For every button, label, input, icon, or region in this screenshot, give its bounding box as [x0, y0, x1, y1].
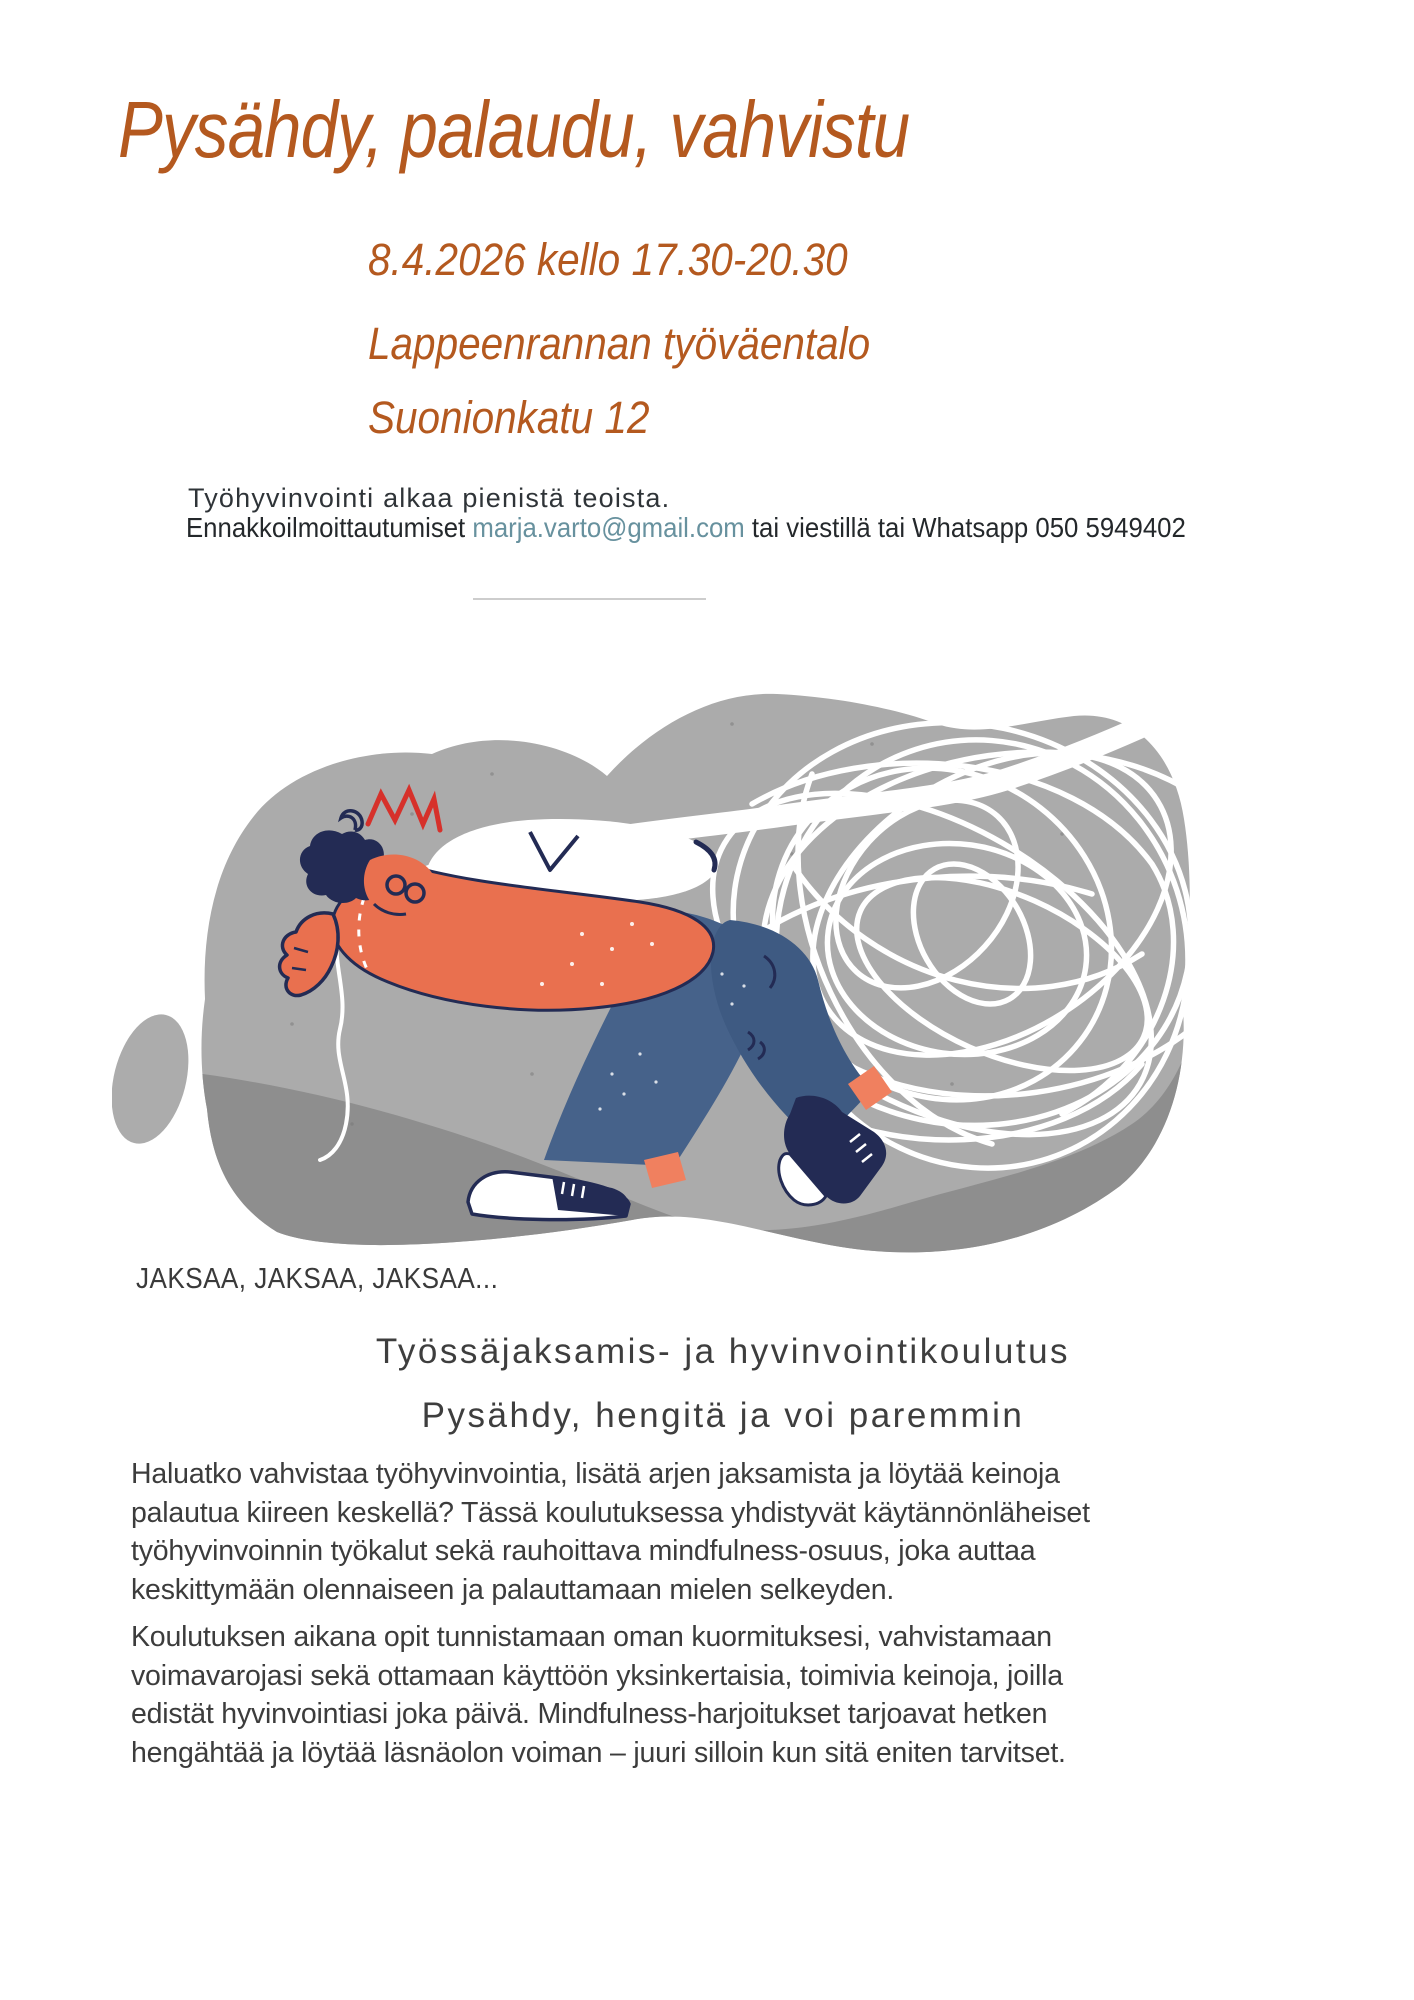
paragraph-line: hengähtää ja löytää läsnäolon voiman – juuri silloin kun sitä eniten tarvitset.	[131, 1736, 1066, 1769]
registration-email-link[interactable]: marja.varto@gmail.com	[472, 512, 745, 543]
paragraph-line: palautua kiireen keskellä? Tässä koulutuksessa yhdistyvät käytännönläheiset	[131, 1496, 1090, 1529]
paragraph-line: Koulutuksen aikana opit tunnistamaan oman kuormituksesi, vahvistamaan	[131, 1621, 1052, 1653]
event-address: Suonionkatu 12	[368, 392, 650, 443]
illustration-stressed-person	[112, 604, 1202, 1254]
tagline: Työhyvinvointi alkaa pienistä teoista.	[188, 483, 671, 513]
small-gray-blob	[112, 1006, 201, 1151]
registration-line	[186, 512, 1186, 544]
event-datetime: 8.4.2026 kello 17.30-20.30	[368, 234, 848, 285]
body-paragraph-1	[131, 1455, 1090, 1609]
paragraph-line: keskittymään olennaiseen ja palauttamaan mielen selkeyden.	[131, 1573, 895, 1606]
body-paragraph-2	[131, 1618, 1066, 1772]
event-venue: Lappeenrannan työväentalo	[368, 318, 871, 369]
shout-line: JAKSAA, JAKSAA, JAKSAA...	[136, 1263, 499, 1295]
paragraph-line: edistät hyvinvointiasi joka päivä. Mindfulness-harjoitukset tarjoavat hetken	[131, 1698, 1048, 1731]
course-subheading: Pysähdy, hengitä ja voi paremmin	[421, 1396, 1025, 1435]
paragraph-line: työhyvinvoinnin työkalut sekä rauhoittava mindfulness-osuus, joka auttaa	[131, 1535, 1036, 1568]
registration-prefix: Ennakkoilmoittautumiset	[186, 512, 473, 543]
poster-title: Pysähdy, palaudu, vahvistu	[118, 85, 910, 174]
section-divider	[473, 598, 706, 600]
paragraph-line: Haluatko vahvistaa työhyvinvointia, lisätä arjen jaksamista ja löytää keinoja	[131, 1458, 1060, 1490]
registration-suffix: tai viestillä tai Whatsapp 050 5949402	[744, 512, 1186, 543]
paragraph-line: voimavarojasi sekä ottamaan käyttöön yksinkertaisia, toimivia keinoja, joilla	[131, 1659, 1063, 1692]
course-heading: Työssäjaksamis- ja hyvinvointikoulutus	[375, 1332, 1071, 1371]
